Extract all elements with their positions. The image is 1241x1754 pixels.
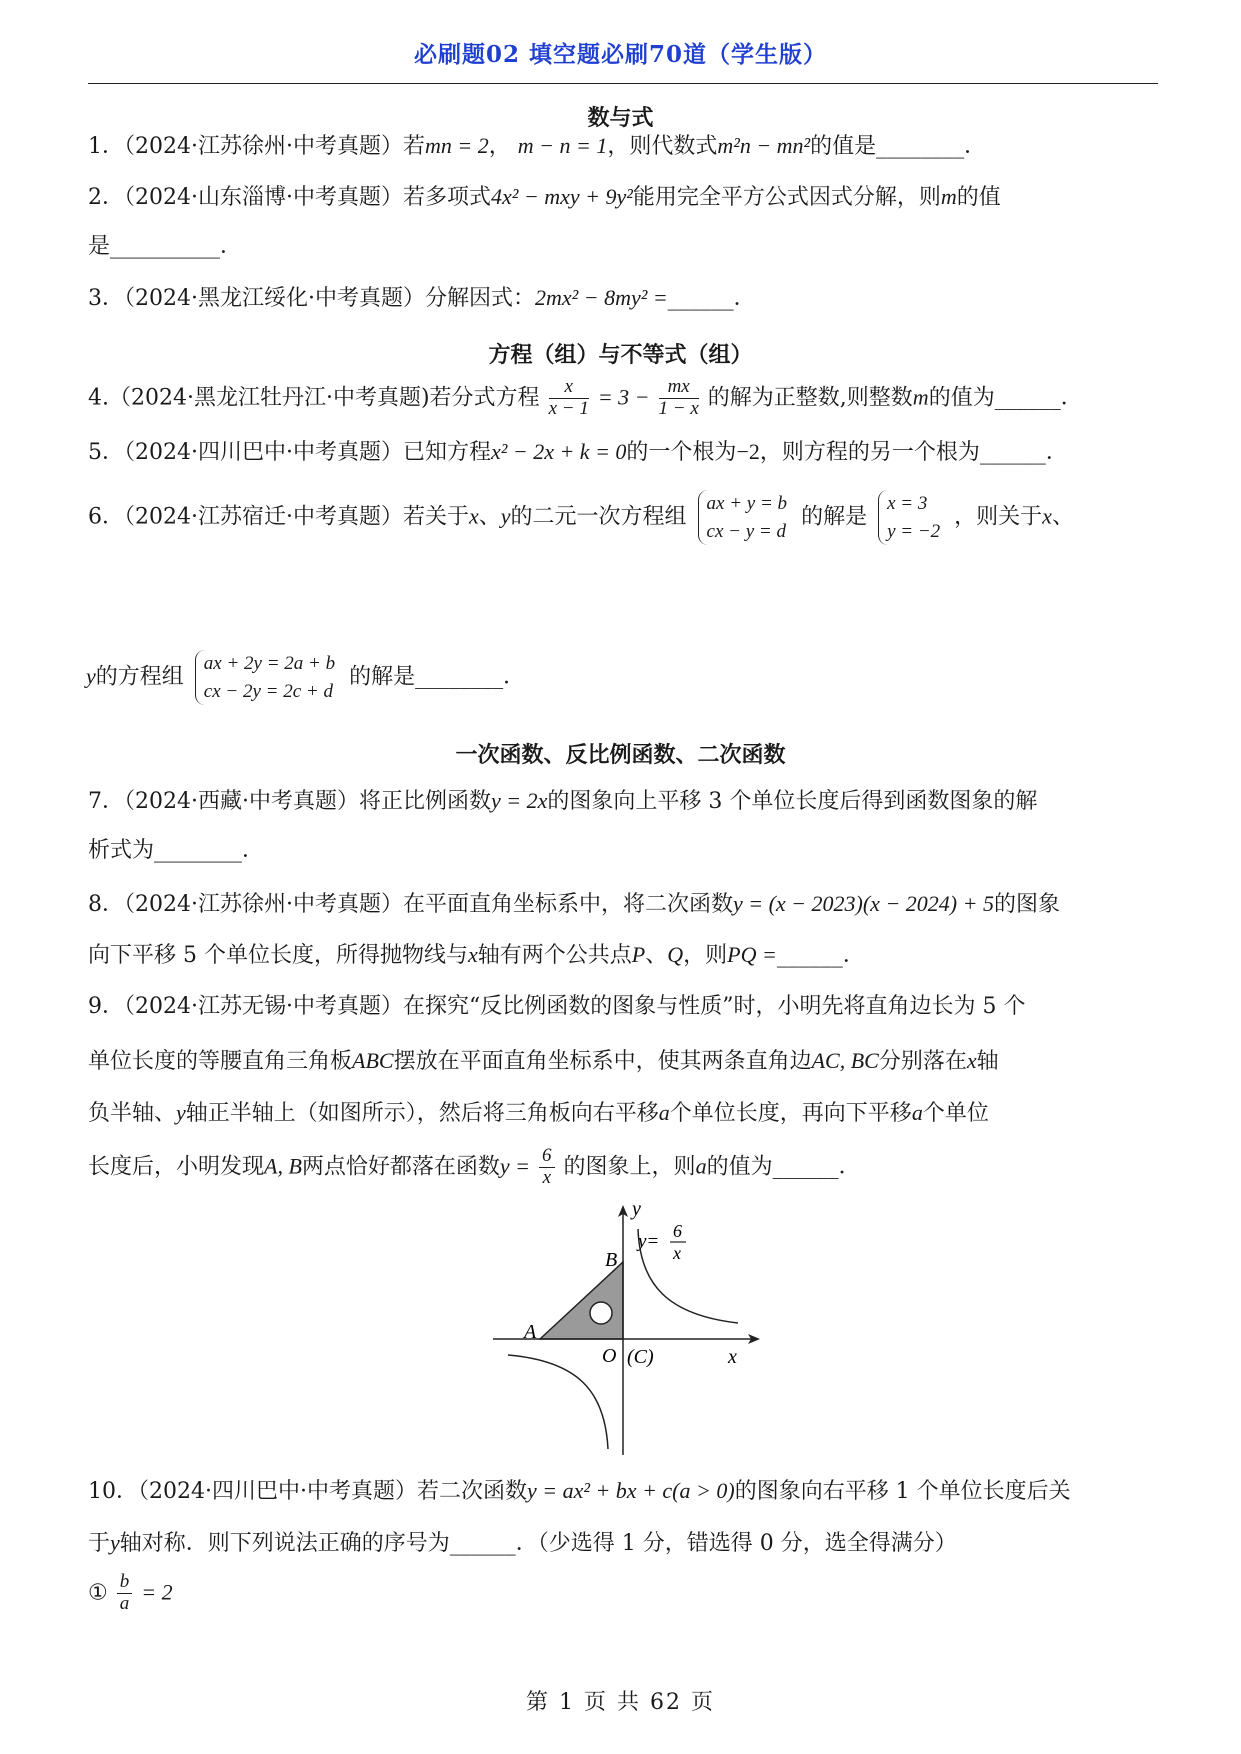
fraction-b-over-a: $\frac{b}{a}$ xyxy=(117,1572,133,1615)
curve-label-num: 6 xyxy=(673,1221,682,1241)
curve-label: y= xyxy=(638,1231,660,1252)
page-header-title: 必刷题02 填空题必刷70道（学生版） xyxy=(413,41,828,68)
origin-label: O xyxy=(602,1345,617,1367)
question-6-line-2: y的方程组 ax + 2y = 2a + b cx − 2y = 2c + d 的解是________． xyxy=(86,650,525,705)
question-7-line-2: 析式为________． xyxy=(88,838,265,863)
triangle-hole xyxy=(590,1302,612,1324)
question-8: 8．（2024·江苏徐州·中考真题）在平面直角坐标系中，将二次函数y = (x − 2023)(x − 2024) + 5的图象 xyxy=(88,891,1060,917)
header-rule xyxy=(88,83,1158,84)
question-1: 1．（2024·江苏徐州·中考真题）若mn = 2， m − n = 1，则代数式m²n − mn²的值是________． xyxy=(88,133,987,159)
section-title-functions: 一次函数、反比例函数、二次函数 xyxy=(455,742,786,768)
question-9-line-3: 负半轴、y轴正半轴上（如图所示），然后将三角板向右平移a个单位长度，再向下平移a个单位 xyxy=(88,1100,989,1126)
question-10-option-1: ① $\frac{b}{a}$ = 2 xyxy=(88,1571,173,1614)
hyperbola-branch-2 xyxy=(508,1355,608,1449)
fraction-1: $\frac{x}{x - 1}$ xyxy=(548,376,589,419)
question-7: 7．（2024·西藏·中考真题）将正比例函数y = 2x的图象向上平移 3 个单位长度后得到函数图象的解 xyxy=(88,788,1038,814)
question-9: 9．（2024·江苏无锡·中考真题）在探究“反比例函数的图象与性质”时，小明先将直角边长为 5 个 xyxy=(88,994,1026,1019)
equation-system-3: ax + 2y = 2a + b cx − 2y = 2c + d xyxy=(195,650,338,705)
fraction-2: $\frac{mx}{1 - x}$ xyxy=(658,376,699,419)
question-10: 10．（2024·四川巴中·中考真题）若二次函数y = ax² + bx + c(a > 0)的图象向右平移 1 个单位长度后关 xyxy=(88,1478,1071,1504)
question-8-line-2: 向下平移 5 个单位长度，所得抛物线与x轴有两个公共点P、Q，则PQ =______． xyxy=(88,942,865,968)
question-9-line-4: 长度后，小明发现A, B两点恰好都落在函数y = $\frac{6}{x}$ 的图象上，则a的值为______． xyxy=(88,1145,861,1188)
equation-system-2: x = 3 y = −2 xyxy=(878,490,943,545)
curve-label-den: x xyxy=(673,1243,681,1263)
coordinate-figure xyxy=(488,1195,778,1465)
question-5: 5．（2024·四川巴中·中考真题）已知方程x² − 2x + k = 0的一个根为−2，则方程的另一个根为______． xyxy=(88,439,1068,465)
point-c-label: (C) xyxy=(627,1346,654,1368)
page-footer: 第 1 页 共 62 页 xyxy=(526,1690,715,1715)
question-2-line-2: 是__________． xyxy=(88,234,243,259)
section-title-algebra: 数与式 xyxy=(587,105,654,131)
fraction-6-over-x: $\frac{6}{x}$ xyxy=(539,1146,555,1189)
section-title-equations: 方程（组）与不等式（组） xyxy=(488,342,753,368)
equation-system-1: ax + y = b cx − y = d xyxy=(698,490,791,545)
y-axis-label: y xyxy=(632,1198,641,1220)
x-axis-label: x xyxy=(728,1346,737,1368)
question-2: 2．（2024·山东淄博·中考真题）若多项式4x² − mxy + 9y²能用完全平方公式因式分解，则m的值 xyxy=(88,184,1001,210)
question-4: 4.（2024·黑龙江牡丹江·中考真题)若分式方程 $\frac{x}{x - 1}$ = 3 − $\frac{mx}{1 - x}$ 的解为正整数,则整数m的值为______． xyxy=(88,376,1083,419)
question-6: 6．（2024·江苏宿迁·中考真题）若关于x、y的二元一次方程组 ax + y = b cx − y = d 的解是 x = 3 y = −2 ，则关于x、 xyxy=(88,490,1074,545)
point-a-label: A xyxy=(524,1321,537,1343)
question-9-line-2: 单位长度的等腰直角三角板ABC摆放在平面直角坐标系中，使其两条直角边AC, BC分别落在x轴 xyxy=(88,1048,999,1074)
point-b-label: B xyxy=(605,1249,618,1271)
question-10-line-2: 于y轴对称．则下列说法正确的序号为______．（少选得 1 分，错选得 0 分，选全得满分） xyxy=(88,1530,957,1556)
triangle-abc xyxy=(540,1262,623,1339)
question-3: 3．（2024·黑龙江绥化·中考真题）分解因式：2mx² − 8my² =______． xyxy=(88,285,756,311)
